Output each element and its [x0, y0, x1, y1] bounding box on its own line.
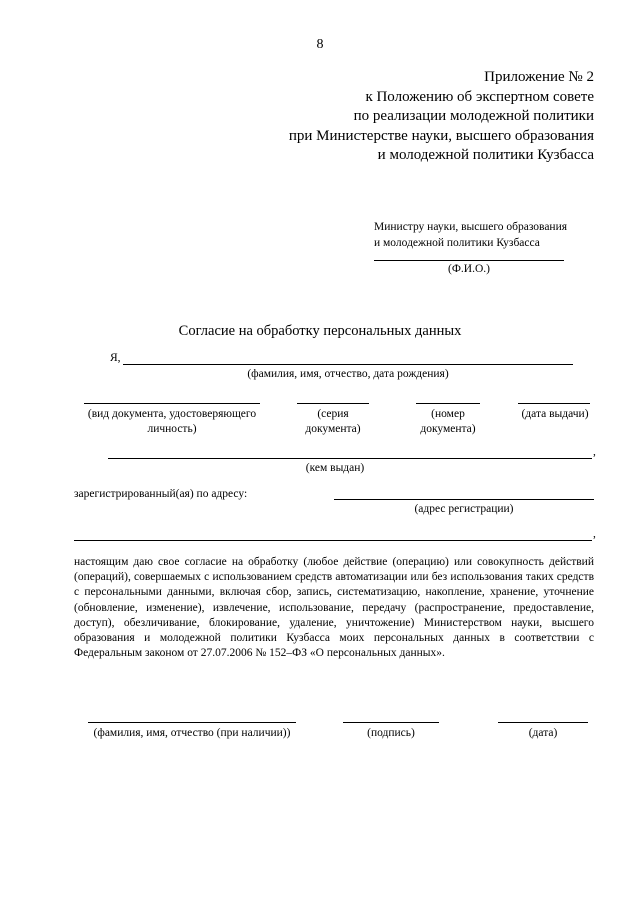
i-label: Я, — [110, 352, 121, 364]
signature-date-caption: (дата) — [528, 727, 558, 739]
addressee-line-1: Министру науки, высшего образования — [374, 221, 568, 233]
doc-number-caption-line-2: документа) — [420, 423, 476, 435]
issued-by-line[interactable] — [108, 458, 592, 459]
signature-name-line[interactable] — [88, 722, 296, 723]
appendix-line-2: к Положению об экспертном совете — [365, 88, 594, 105]
address-comma: , — [593, 528, 596, 540]
doc-series-caption-line-2: документа) — [305, 423, 361, 435]
signature-date-line[interactable] — [498, 722, 588, 723]
doc-issue-date-caption: (дата выдачи) — [521, 408, 589, 420]
addressee-fio-caption: (Ф.И.О.) — [448, 263, 490, 275]
doc-type-caption — [74, 407, 270, 437]
doc-type-caption-line-1: (вид документа, удостоверяющего — [87, 408, 257, 420]
doc-number-line[interactable] — [416, 403, 480, 404]
appendix-line-1: Приложение № 2 — [484, 69, 594, 85]
appendix-line-4: при Министерстве науки, высшего образования — [288, 127, 594, 144]
appendix-line-3: по реализации молодежной политики — [353, 108, 594, 124]
doc-issue-date-line[interactable] — [518, 403, 590, 404]
issued-by-comma: , — [593, 446, 596, 458]
doc-series-caption-line-1: (серия — [317, 408, 349, 420]
doc-number-caption-line-1: (номер — [431, 408, 465, 420]
doc-type-caption-line-2: личность) — [147, 423, 197, 435]
address-continuation-line[interactable] — [74, 540, 592, 541]
signature-line[interactable] — [343, 722, 439, 723]
registered-label: зарегистрированный(ая) по адресу: — [74, 488, 248, 500]
page-number: 8 — [316, 37, 324, 52]
doc-number-caption — [400, 407, 496, 437]
doc-series-caption — [283, 407, 383, 437]
address-caption: (адрес регистрации) — [414, 503, 514, 515]
appendix-line-5: и молодежной политики Кузбасса — [377, 147, 594, 163]
signature-name-caption: (фамилия, имя, отчество (при наличии)) — [93, 727, 291, 739]
address-line[interactable] — [334, 499, 594, 500]
full-name-caption: (фамилия, имя, отчество, дата рождения) — [247, 368, 449, 380]
issued-by-caption: (кем выдан) — [305, 462, 365, 474]
consent-paragraph: настоящим даю свое согласие на обработку (любое действие (операцию) или совокупность действий (операций), совершаемых с использованием средств автоматизации или без использования таких средств с персональными данными, включая сбор, запись, систематизацию, накопление, хранение, уточнение (обновление, изменение), извлечение, использование, передачу (распространение, предоставление, доступ), обезличивание, блокирование, удаление, уничтожение) Министерством науки, высшего образования и молодежной политики Кузбасса моих персональных данных в соответствии с Федеральным законом от 27.07.2006 № 152–ФЗ «О персональных данных». — [74, 556, 594, 660]
appendix-header — [174, 68, 594, 166]
page-title: Согласие на обработку персональных данных — [178, 323, 462, 339]
addressee-block — [374, 219, 624, 251]
signature-caption: (подпись) — [367, 727, 415, 739]
addressee-fio-line[interactable] — [374, 260, 564, 261]
addressee-line-2: и молодежной политики Кузбасса — [374, 237, 540, 249]
doc-type-line[interactable] — [84, 403, 260, 404]
full-name-line[interactable] — [123, 364, 573, 365]
doc-series-line[interactable] — [297, 403, 369, 404]
